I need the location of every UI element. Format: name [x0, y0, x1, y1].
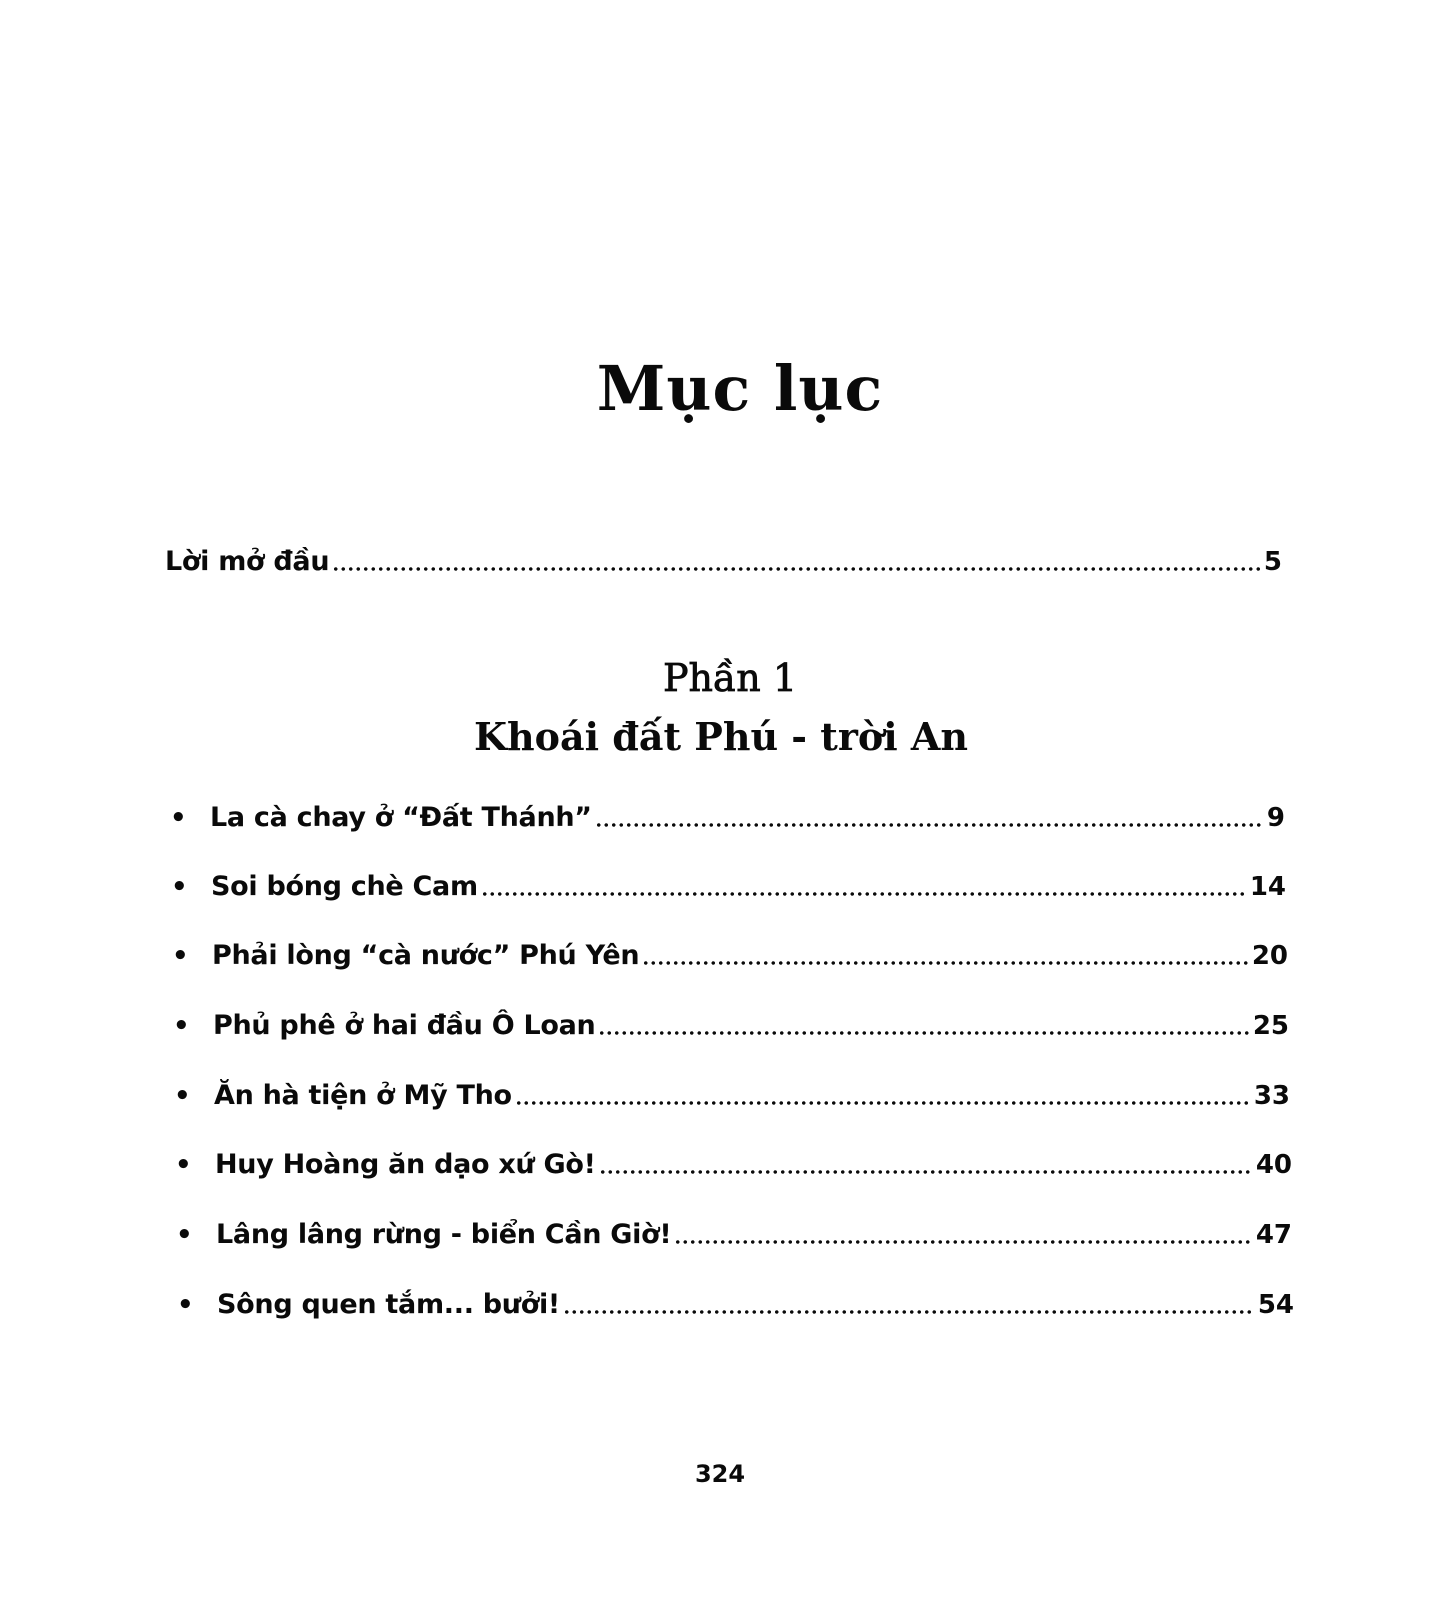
toc-entry-label: Soi bóng chè Cam [211, 871, 478, 902]
dot-leader [598, 1031, 1249, 1035]
toc-entry-page: 47 [1255, 1220, 1292, 1250]
toc-entry[interactable] [175, 1149, 1292, 1180]
toc-entry-page: 14 [1249, 872, 1286, 902]
toc-entry-label: Ăn hà tiện ở Mỹ Tho [214, 1080, 512, 1111]
bullet-icon: • [171, 872, 188, 902]
toc-entry-page: 25 [1252, 1011, 1289, 1041]
toc-entry-page: 20 [1251, 941, 1288, 971]
toc-entry-label: Phải lòng “cà nước” Phú Yên [212, 940, 640, 971]
toc-entry-label: La cà chay ở “Đất Thánh” [210, 802, 592, 833]
dot-leader [599, 1170, 1253, 1174]
toc-entry[interactable] [173, 1010, 1289, 1041]
dot-leader [595, 823, 1264, 827]
toc-entry-label: Phủ phê ở hai đầu Ô Loan [213, 1010, 596, 1041]
toc-entry[interactable] [176, 1219, 1292, 1250]
part-number: Phần 1 [662, 656, 798, 700]
toc-entry-label: Lâng lâng rừng - biển Cần Giờ! [216, 1219, 672, 1250]
dot-leader [332, 567, 1261, 571]
toc-entry[interactable] [172, 940, 1288, 971]
bullet-icon: • [176, 1220, 193, 1250]
toc-entry-label: Huy Hoàng ăn dạo xứ Gò! [215, 1149, 596, 1180]
dot-leader [481, 892, 1247, 896]
toc-entry-page: 40 [1255, 1150, 1292, 1180]
toc-entry-page: 9 [1266, 803, 1285, 833]
bullet-icon: • [174, 1081, 191, 1111]
bullet-icon: • [172, 941, 189, 971]
toc-entry-intro[interactable] [165, 546, 1282, 577]
toc-entry-label: Sông quen tắm... bưởi! [217, 1289, 560, 1320]
dot-leader [515, 1101, 1251, 1105]
toc-entry-page: 33 [1253, 1081, 1290, 1111]
toc-entry[interactable] [174, 1080, 1290, 1111]
toc-entry-label: Lời mở đầu [165, 546, 330, 577]
dot-leader [563, 1310, 1255, 1314]
dot-leader [642, 961, 1249, 965]
toc-entry-page: 54 [1257, 1290, 1294, 1320]
page-number: 324 [694, 1460, 746, 1488]
dot-leader [674, 1240, 1252, 1244]
toc-entry[interactable] [177, 1289, 1294, 1320]
toc-entry[interactable] [170, 802, 1285, 833]
bullet-icon: • [173, 1011, 190, 1041]
page-title: Mục lục [596, 352, 884, 425]
toc-entry-page: 5 [1263, 547, 1282, 577]
toc-entry[interactable] [171, 871, 1286, 902]
bullet-icon: • [177, 1290, 194, 1320]
bullet-icon: • [170, 803, 187, 833]
bullet-icon: • [175, 1150, 192, 1180]
part-title: Khoái đất Phú - trời An [473, 714, 969, 759]
